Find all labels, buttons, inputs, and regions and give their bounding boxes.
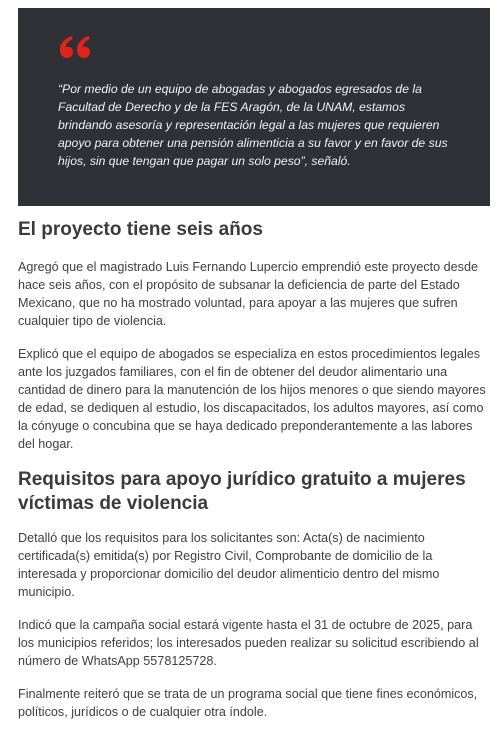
paragraph: Agregó que el magistrado Luis Fernando Lupercio emprendió este proyecto desde hace seis años, con el propósito de subsanar la deficiencia de parte del Estado Mexicano, que no ha mostrado voluntad, para apoyar a las mujeres que sufren cualquier tipo de violencia.: [18, 260, 478, 328]
pull-quote: [18, 8, 490, 206]
section-heading-requirements: Requisitos para apoyo jurídico gratuito a mujeres víctimas de violencia: [18, 469, 466, 514]
double-quote-mark-icon: [58, 34, 92, 60]
paragraph: Indicó que la campaña social estará vigente hasta el 31 de octubre de 2025, para los municipios referidos; los interesados pueden realizar su solicitud escribiendo al número de WhatsApp 5578125728.: [18, 618, 479, 668]
article-body: [18, 8, 490, 721]
paragraph: Finalmente reiteró que se trata de un programa social que tiene fines económicos, políticos, jurídicos o de cualquier otra índole.: [18, 687, 478, 719]
paragraph: Explicó que el equipo de abogados se especializa en estos procedimientos legales ante los juzgados familiares, con el fin de obtener del deudor alimentario una cantidad de dinero para la manutención de los hijos menores o que siendo mayores de edad, se dediquen al estudio, los discapacitados, los adultos mayores, así como la cónyuge o concubina que se haya dedicado preponderantemente a las labores del hogar.: [18, 347, 486, 451]
paragraph: Detalló que los requisitos para los solicitantes son: Acta(s) de nacimiento certificada(s) emitida(s) por Registro Civil, Comprobante de domicilio de la interesada y proporcionar domicilio del deudor alimenticio dentro del mismo municipio.: [18, 531, 440, 599]
section-heading-project: El proyecto tiene seis años: [18, 219, 263, 240]
quote-text: “Por medio de un equipo de abogadas y abogados egresados de la Facultad de Derecho y de la FES Aragón, de la UNAM, estamos brindando asesoría y representación legal a las mujeres que requieren apoyo para obtener una pensión alimenticia a su favor y en favor de sus hijos, sin que tengan que pagar un solo peso”, señaló.: [58, 82, 448, 168]
